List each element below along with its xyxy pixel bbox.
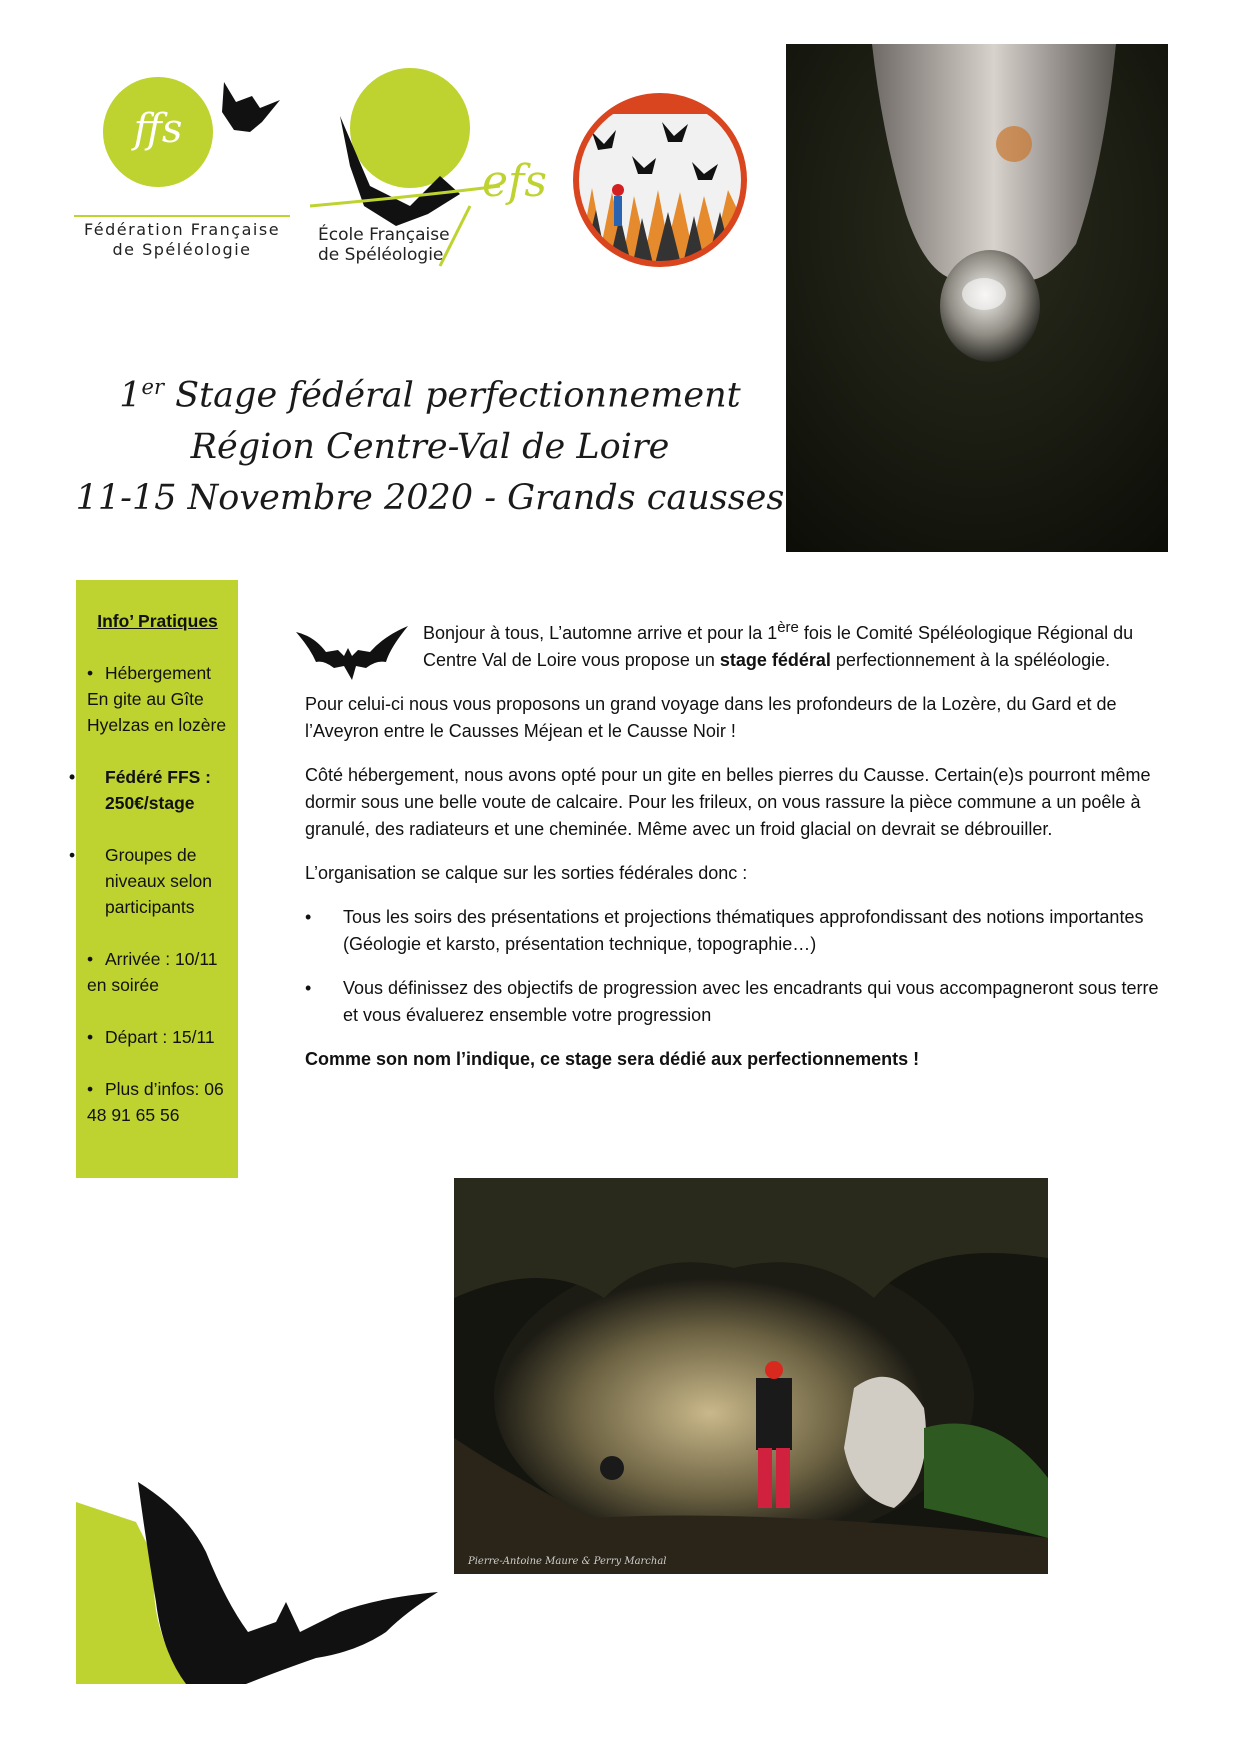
sidebar-item-contact: • Plus d’infos: 06 48 91 65 56 (87, 1079, 224, 1125)
title-line1: 1er Stage fédéral perfectionnement (119, 375, 741, 416)
cave-photo (454, 1178, 1048, 1574)
sidebar-item-groups: • Groupes de niveaux selon participants (69, 845, 213, 917)
intro-paragraph: Bonjour à tous, L’automne arrive et pour la 1ère fois le Comité Spéléologique Régional du Centre Val de Loire vous propose un stage fédéral perfectionnement à la spéléologie. (423, 619, 1134, 670)
sidebar-item-arrival: • Arrivée : 10/11 en soirée (87, 949, 218, 995)
info-sidebar (69, 580, 238, 1178)
sidebar-heading: Info’ Pratiques (97, 611, 218, 631)
efs-name-line1: École Française (318, 225, 450, 245)
event-title (60, 362, 800, 524)
water-drop-photo (786, 44, 1168, 552)
sidebar-item-price: • Fédéré FFS : 250€/stage (69, 767, 211, 813)
efs-logo-mark: efs (482, 156, 547, 207)
ffs-logo-text (74, 220, 290, 260)
ffs-name-line2: de Spéléologie (112, 240, 252, 259)
paragraph-lodging: Côté hébergement, nous avons opté pour un gite en belles pierres du Causse. Certain(e)s pourront même dormir sous une belle voute de calcaire. Pour les frileux, on vous rassure la pièce commune a un poêle à granulé, des radiateurs et une cheminée. Même avec un froid glacial on devrait se débrouiller. (305, 765, 1151, 839)
efs-name-line2: de Spéléologie (318, 245, 444, 265)
ffs-logo-mark: ffs (133, 106, 183, 152)
regional-committee-logo (572, 92, 748, 268)
ffs-name-line1: Fédération Française (83, 220, 281, 239)
main-content (305, 614, 1163, 1090)
paragraph-trip: Pour celui-ci nous vous proposons un grand voyage dans les profondeurs de la Lozère, du Gard et de l’Aveyron entre le Causses Méjean et le Causse Noir ! (305, 694, 1117, 741)
sidebar-item-lodging: • Hébergement En gite au Gîte Hyelzas en lozère (87, 663, 227, 735)
photo-credit: Pierre-Antoine Maure & Perry Marchal (468, 1556, 667, 1567)
efs-logo-text (318, 225, 450, 265)
list-item: • Tous les soirs des présentations et projections thématiques approfondissant des notions importantes (Géologie et karsto, présentation technique, topographie…) (305, 907, 1144, 954)
sidebar-item-departure: • Départ : 15/11 (87, 1027, 215, 1047)
corner-bat-art (76, 1482, 438, 1684)
title-line3: 11-15 Novembre 2020 - Grands causses (75, 477, 785, 518)
list-item: • Vous définissez des objectifs de progression avec les encadrants qui vous accompagneront sous terre et vous évaluerez ensemble votre progression (305, 978, 1159, 1025)
title-line2: Région Centre-Val de Loire (190, 426, 670, 467)
closing-statement: Comme son nom l’indique, ce stage sera dédié aux perfectionnements ! (305, 1049, 920, 1069)
paragraph-organisation: L’organisation se calque sur les sorties fédérales donc : (305, 863, 748, 883)
organisation-list (305, 904, 1163, 1029)
